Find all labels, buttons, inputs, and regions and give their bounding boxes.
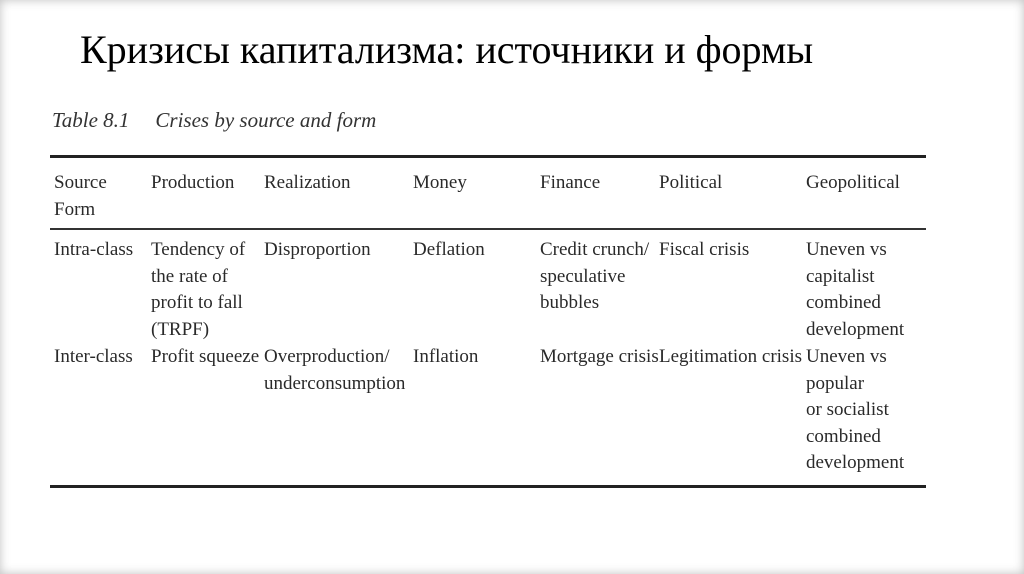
column-header-political: Political bbox=[659, 172, 723, 193]
column-header-realization: Realization bbox=[264, 172, 351, 193]
table-top-rule bbox=[50, 155, 926, 158]
table-title: Crises by source and form bbox=[155, 108, 377, 132]
cell-intra-realization: Disproportion bbox=[264, 239, 371, 260]
header-corner-form: Form bbox=[54, 198, 96, 220]
cell-intra-money: Deflation bbox=[413, 239, 485, 260]
row-label-intra-class: Intra-class bbox=[54, 239, 134, 260]
table-caption bbox=[52, 108, 376, 133]
table-bottom-rule bbox=[50, 485, 926, 488]
header-corner bbox=[54, 170, 107, 223]
cell-inter-production: Profit squeeze bbox=[151, 346, 260, 367]
cell-intra-geopolitical: Uneven vs capitalist combined development bbox=[806, 239, 905, 340]
cell-inter-realization: Overproduction/ underconsumption bbox=[264, 346, 406, 394]
column-header-production: Production bbox=[151, 172, 235, 193]
cell-intra-political: Fiscal crisis bbox=[659, 239, 750, 260]
cell-inter-geopolitical: Uneven vs popular or socialist combined development bbox=[806, 346, 905, 473]
header-corner-source: Source bbox=[54, 172, 107, 193]
cell-inter-money: Inflation bbox=[413, 346, 479, 367]
cell-inter-political: Legitimation crisis bbox=[659, 346, 803, 367]
column-header-finance: Finance bbox=[540, 172, 601, 193]
cell-inter-finance: Mortgage crisis bbox=[540, 346, 659, 367]
cell-intra-production: Tendency of the rate of profit to fall (TRPF) bbox=[151, 239, 246, 340]
cell-intra-finance: Credit crunch/ speculative bubbles bbox=[540, 239, 650, 313]
row-label-inter-class: Inter-class bbox=[54, 346, 133, 367]
slide-title: Кризисы капитализма: источники и формы bbox=[80, 27, 814, 72]
table-header-rule bbox=[50, 228, 926, 230]
column-header-money: Money bbox=[413, 172, 467, 193]
column-header-geopolitical: Geopolitical bbox=[806, 172, 900, 193]
table-label: Table 8.1 bbox=[52, 108, 130, 132]
